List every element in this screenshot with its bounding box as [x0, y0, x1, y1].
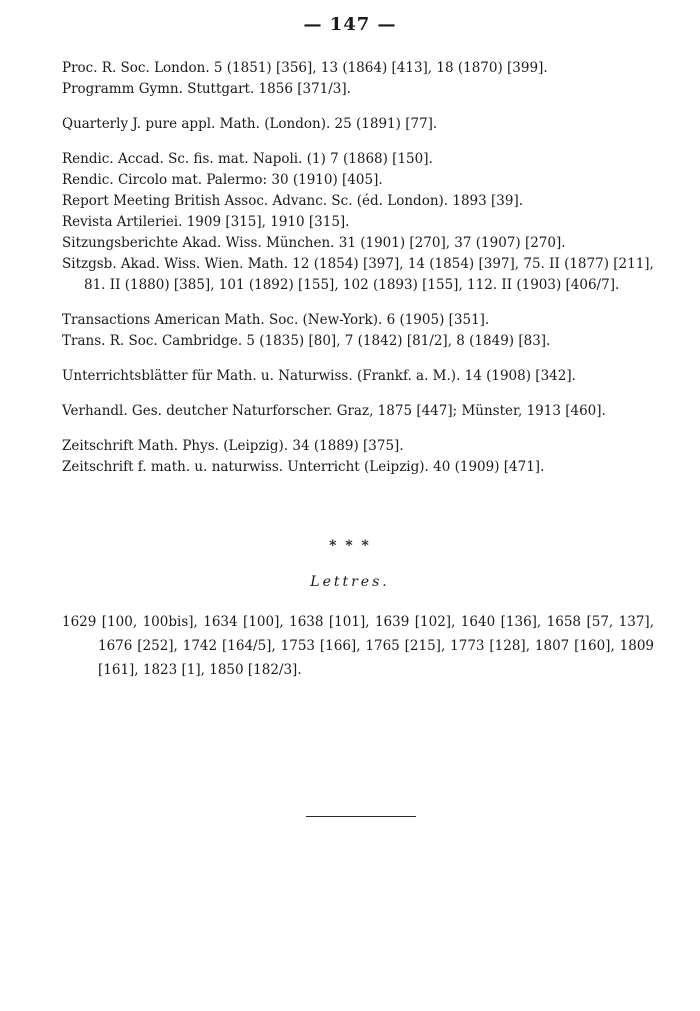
index-entry: Rendic. Circolo mat. Palermo: 30 (1910) [405]. [62, 172, 383, 188]
page-number: — 147 — [303, 14, 397, 35]
index-entry: Verhandl. Ges. deutcher Naturforscher. Graz, 1875 [447]; Münster, 1913 [460]. [62, 403, 606, 419]
index-entry: Trans. R. Soc. Cambridge. 5 (1835) [80], 7 (1842) [81/2], 8 (1849) [83]. [62, 333, 551, 349]
index-entry: Unterrichtsblätter für Math. u. Naturwiss. (Frankf. a. M.). 14 (1908) [342]. [62, 368, 576, 384]
index-entry: Sitzungsberichte Akad. Wiss. München. 31 (1901) [270], 37 (1907) [270]. [62, 235, 566, 251]
index-entry: Rendic. Accad. Sc. fis. mat. Napoli. (1) 7 (1868) [150]. [62, 151, 433, 167]
index-entry: Report Meeting British Assoc. Advanc. Sc. (éd. London). 1893 [39]. [62, 193, 524, 209]
index-entry: Transactions American Math. Soc. (New-York). 6 (1905) [351]. [62, 312, 490, 328]
index-entry: Zeitschrift f. math. u. naturwiss. Unterricht (Leipzig). 40 (1909) [471]. [62, 459, 545, 475]
index-entry: Zeitschrift Math. Phys. (Leipzig). 34 (1889) [375]. [62, 438, 404, 454]
index-entry: Sitzgsb. Akad. Wiss. Wien. Math. 12 (1854) [397], 14 (1854) [397], 75. II (1877) [211], 81. II (1880) [385], 101 (1892) [155], 102 (1893) [155], 112. II (1903) [406/7]. [62, 256, 654, 293]
index-entry: Programm Gymn. Stuttgart. 1856 [371/3]. [62, 81, 351, 97]
index-entry: Quarterly J. pure appl. Math. (London). 25 (1891) [77]. [62, 116, 438, 132]
index-entry: Proc. R. Soc. London. 5 (1851) [356], 13 (1864) [413], 18 (1870) [399]. [62, 60, 548, 76]
index-entry: Revista Artileriei. 1909 [315], 1910 [315]. [62, 214, 350, 230]
end-rule [306, 816, 416, 817]
periodicals-index [62, 58, 662, 478]
asterism-divider: * * * [329, 538, 371, 554]
section-title: Lettres. [310, 574, 390, 590]
letters-index: 1629 [100, 100bis], 1634 [100], 1638 [101], 1639 [102], 1640 [136], 1658 [57, 137], 1676 [252], 1742 [164/5], 1753 [166], 1765 [215], 1773 [128], 1807 [160], 1809 [161], 1823 [1], 1850 [182/3]. [62, 614, 654, 678]
